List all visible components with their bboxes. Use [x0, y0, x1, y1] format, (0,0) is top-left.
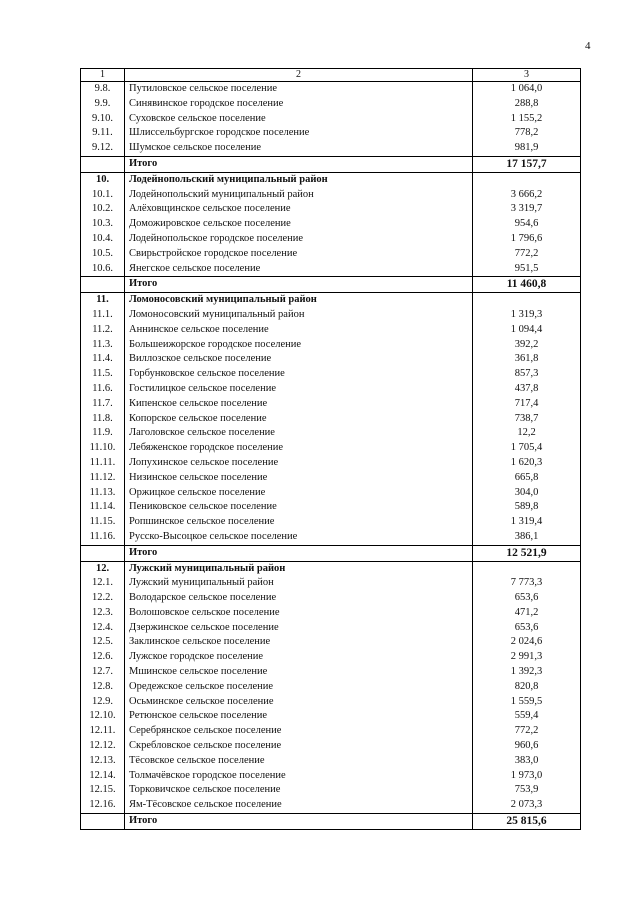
- table-row: [81, 412, 581, 427]
- amount-value: 1 705,4: [473, 441, 581, 456]
- table-body: [81, 82, 581, 830]
- district-row: [81, 293, 581, 308]
- settlement-name: Ропшинское сельское поселение: [125, 515, 473, 530]
- table-row: [81, 515, 581, 530]
- table-row: [81, 338, 581, 353]
- district-row: [81, 561, 581, 576]
- total-value: 17 157,7: [473, 156, 581, 172]
- row-number: 10.3.: [81, 217, 125, 232]
- settlement-name: Виллозское сельское поселение: [125, 352, 473, 367]
- amount-value: 951,5: [473, 262, 581, 277]
- table-row: [81, 97, 581, 112]
- table-row: [81, 82, 581, 97]
- page-number: 4: [585, 40, 591, 52]
- settlement-name: Алёховщинское сельское поселение: [125, 202, 473, 217]
- amount-value: 772,2: [473, 247, 581, 262]
- amount-value: 960,6: [473, 739, 581, 754]
- amount-value: 1 796,6: [473, 232, 581, 247]
- amount-value: 1 319,4: [473, 515, 581, 530]
- row-number: 11.15.: [81, 515, 125, 530]
- header-col-2: 2: [125, 69, 473, 82]
- row-number: 11.5.: [81, 367, 125, 382]
- amount-value: 1 559,5: [473, 695, 581, 710]
- row-number: 12.12.: [81, 739, 125, 754]
- table-row: [81, 308, 581, 323]
- amount-value: 386,1: [473, 530, 581, 545]
- settlement-name: Ломоносовский муниципальный район: [125, 308, 473, 323]
- total-row: [81, 545, 581, 561]
- table-row: [81, 576, 581, 591]
- row-number: 10.5.: [81, 247, 125, 262]
- header-col-1: 1: [81, 69, 125, 82]
- settlement-name: Тёсовское сельское поселение: [125, 754, 473, 769]
- row-number: [81, 814, 125, 830]
- settlement-name: Низинское сельское поселение: [125, 471, 473, 486]
- amount-value: 772,2: [473, 724, 581, 739]
- row-number: 11.11.: [81, 456, 125, 471]
- row-number: 11.9.: [81, 426, 125, 441]
- table-row: [81, 367, 581, 382]
- row-number: 10.2.: [81, 202, 125, 217]
- table-row: [81, 486, 581, 501]
- amount-value: 589,8: [473, 500, 581, 515]
- amount-value: 2 024,6: [473, 635, 581, 650]
- row-number: 11.7.: [81, 397, 125, 412]
- table-row: [81, 798, 581, 813]
- row-number: 12.4.: [81, 621, 125, 636]
- table-row: [81, 426, 581, 441]
- settlement-name: Лодейнопольский муниципальный район: [125, 188, 473, 203]
- row-number: 12.3.: [81, 606, 125, 621]
- table-row: [81, 456, 581, 471]
- row-number: [81, 156, 125, 172]
- settlement-name: Толмачёвское городское поселение: [125, 769, 473, 784]
- settlement-name: Лебяженское городское поселение: [125, 441, 473, 456]
- amount-value: 820,8: [473, 680, 581, 695]
- amount-value: 1 094,4: [473, 323, 581, 338]
- amount-value: 954,6: [473, 217, 581, 232]
- row-number: 12.13.: [81, 754, 125, 769]
- table-row: [81, 769, 581, 784]
- settlement-name: Синявинское городское поселение: [125, 97, 473, 112]
- total-value: 25 815,6: [473, 814, 581, 830]
- amount-value: 1 620,3: [473, 456, 581, 471]
- table-row: [81, 247, 581, 262]
- table-row: [81, 665, 581, 680]
- row-number: 11.6.: [81, 382, 125, 397]
- settlement-name: Кипенское сельское поселение: [125, 397, 473, 412]
- amount-value: 304,0: [473, 486, 581, 501]
- table-row: [81, 530, 581, 545]
- row-number: 10.6.: [81, 262, 125, 277]
- table-row: [81, 323, 581, 338]
- table-row: [81, 680, 581, 695]
- row-number: 11.: [81, 293, 125, 308]
- budget-table: [80, 68, 581, 830]
- total-label: Итого: [125, 814, 473, 830]
- settlement-name: Доможировское сельское поселение: [125, 217, 473, 232]
- row-number: 11.8.: [81, 412, 125, 427]
- row-number: 12.16.: [81, 798, 125, 813]
- row-number: 11.13.: [81, 486, 125, 501]
- table-row: [81, 635, 581, 650]
- table-row: [81, 591, 581, 606]
- table-row: [81, 202, 581, 217]
- district-row: [81, 172, 581, 187]
- table-row: [81, 217, 581, 232]
- amount-value: 778,2: [473, 126, 581, 141]
- settlement-name: Лодейнопольское городское поселение: [125, 232, 473, 247]
- table-row: [81, 754, 581, 769]
- settlement-name: Ретюнское сельское поселение: [125, 709, 473, 724]
- settlement-name: Володарское сельское поселение: [125, 591, 473, 606]
- amount-value: 753,9: [473, 783, 581, 798]
- amount-value: 437,8: [473, 382, 581, 397]
- settlement-name: Оредежское сельское поселение: [125, 680, 473, 695]
- row-number: 9.8.: [81, 82, 125, 97]
- amount-value: 1 064,0: [473, 82, 581, 97]
- settlement-name: Путиловское сельское поселение: [125, 82, 473, 97]
- amount-value: 1 155,2: [473, 112, 581, 127]
- settlement-name: Шлиссельбургское городское поселение: [125, 126, 473, 141]
- settlement-name: Шумское сельское поселение: [125, 141, 473, 156]
- amount-value: 738,7: [473, 412, 581, 427]
- total-row: [81, 814, 581, 830]
- amount-value: 1 319,3: [473, 308, 581, 323]
- settlement-name: Осьминское сельское поселение: [125, 695, 473, 710]
- row-number: 11.4.: [81, 352, 125, 367]
- row-number: 12.: [81, 561, 125, 576]
- table-row: [81, 262, 581, 277]
- amount-value: 361,8: [473, 352, 581, 367]
- settlement-name: Большеижорское городское поселение: [125, 338, 473, 353]
- district-name: Ломоносовский муниципальный район: [125, 293, 473, 308]
- amount-value: 653,6: [473, 591, 581, 606]
- amount-value: 3 319,7: [473, 202, 581, 217]
- settlement-name: Пениковское сельское поселение: [125, 500, 473, 515]
- row-number: 9.12.: [81, 141, 125, 156]
- table-row: [81, 650, 581, 665]
- table-header-row: [81, 69, 581, 82]
- amount-value: 2 073,3: [473, 798, 581, 813]
- row-number: [81, 277, 125, 293]
- table-row: [81, 397, 581, 412]
- row-number: 11.14.: [81, 500, 125, 515]
- amount-value: 12,2: [473, 426, 581, 441]
- total-value: 11 460,8: [473, 277, 581, 293]
- row-number: 10.1.: [81, 188, 125, 203]
- header-col-3: 3: [473, 69, 581, 82]
- amount-value: [473, 561, 581, 576]
- table-row: [81, 352, 581, 367]
- row-number: 12.10.: [81, 709, 125, 724]
- row-number: 12.6.: [81, 650, 125, 665]
- settlement-name: Торковичское сельское поселение: [125, 783, 473, 798]
- row-number: [81, 545, 125, 561]
- settlement-name: Русско-Высоцкое сельское поселение: [125, 530, 473, 545]
- row-number: 11.10.: [81, 441, 125, 456]
- row-number: 12.9.: [81, 695, 125, 710]
- amount-value: 1 973,0: [473, 769, 581, 784]
- row-number: 12.15.: [81, 783, 125, 798]
- row-number: 11.2.: [81, 323, 125, 338]
- table-row: [81, 724, 581, 739]
- table-row: [81, 232, 581, 247]
- settlement-name: Дзержинское сельское поселение: [125, 621, 473, 636]
- settlement-name: Ям-Тёсовское сельское поселение: [125, 798, 473, 813]
- amount-value: 392,2: [473, 338, 581, 353]
- total-label: Итого: [125, 545, 473, 561]
- row-number: 9.9.: [81, 97, 125, 112]
- table-row: [81, 709, 581, 724]
- settlement-name: Горбунковское сельское поселение: [125, 367, 473, 382]
- row-number: 12.7.: [81, 665, 125, 680]
- row-number: 12.8.: [81, 680, 125, 695]
- amount-value: 717,4: [473, 397, 581, 412]
- table-row: [81, 606, 581, 621]
- total-label: Итого: [125, 156, 473, 172]
- settlement-name: Лаголовское сельское поселение: [125, 426, 473, 441]
- amount-value: 2 991,3: [473, 650, 581, 665]
- row-number: 10.: [81, 172, 125, 187]
- settlement-name: Оржицкое сельское поселение: [125, 486, 473, 501]
- settlement-name: Аннинское сельское поселение: [125, 323, 473, 338]
- settlement-name: Волошовское сельское поселение: [125, 606, 473, 621]
- district-name: Лужский муниципальный район: [125, 561, 473, 576]
- total-value: 12 521,9: [473, 545, 581, 561]
- row-number: 11.3.: [81, 338, 125, 353]
- amount-value: 857,3: [473, 367, 581, 382]
- table-row: [81, 441, 581, 456]
- settlement-name: Свирьстройское городское поселение: [125, 247, 473, 262]
- district-name: Лодейнопольский муниципальный район: [125, 172, 473, 187]
- settlement-name: Лужское городское поселение: [125, 650, 473, 665]
- settlement-name: Копорское сельское поселение: [125, 412, 473, 427]
- amount-value: 383,0: [473, 754, 581, 769]
- amount-value: 471,2: [473, 606, 581, 621]
- settlement-name: Лопухинское сельское поселение: [125, 456, 473, 471]
- row-number: 12.1.: [81, 576, 125, 591]
- row-number: 12.5.: [81, 635, 125, 650]
- table-row: [81, 783, 581, 798]
- amount-value: 653,6: [473, 621, 581, 636]
- settlement-name: Мшинское сельское поселение: [125, 665, 473, 680]
- table-row: [81, 188, 581, 203]
- settlement-name: Янегское сельское поселение: [125, 262, 473, 277]
- settlement-name: Заклинское сельское поселение: [125, 635, 473, 650]
- table-row: [81, 621, 581, 636]
- amount-value: 981,9: [473, 141, 581, 156]
- row-number: 9.10.: [81, 112, 125, 127]
- amount-value: 1 392,3: [473, 665, 581, 680]
- amount-value: 3 666,2: [473, 188, 581, 203]
- row-number: 11.1.: [81, 308, 125, 323]
- table-row: [81, 471, 581, 486]
- amount-value: 559,4: [473, 709, 581, 724]
- total-row: [81, 277, 581, 293]
- table-row: [81, 112, 581, 127]
- table-row: [81, 739, 581, 754]
- settlement-name: Скребловское сельское поселение: [125, 739, 473, 754]
- row-number: 12.2.: [81, 591, 125, 606]
- row-number: 11.12.: [81, 471, 125, 486]
- amount-value: 7 773,3: [473, 576, 581, 591]
- amount-value: [473, 293, 581, 308]
- amount-value: 288,8: [473, 97, 581, 112]
- row-number: 9.11.: [81, 126, 125, 141]
- table-row: [81, 695, 581, 710]
- row-number: 12.11.: [81, 724, 125, 739]
- amount-value: [473, 172, 581, 187]
- total-row: [81, 156, 581, 172]
- total-label: Итого: [125, 277, 473, 293]
- amount-value: 665,8: [473, 471, 581, 486]
- table-row: [81, 141, 581, 156]
- settlement-name: Суховское сельское поселение: [125, 112, 473, 127]
- settlement-name: Гостилицкое сельское поселение: [125, 382, 473, 397]
- row-number: 11.16.: [81, 530, 125, 545]
- row-number: 12.14.: [81, 769, 125, 784]
- table-row: [81, 126, 581, 141]
- row-number: 10.4.: [81, 232, 125, 247]
- table-row: [81, 500, 581, 515]
- settlement-name: Серебрянское сельское поселение: [125, 724, 473, 739]
- table-row: [81, 382, 581, 397]
- settlement-name: Лужский муниципальный район: [125, 576, 473, 591]
